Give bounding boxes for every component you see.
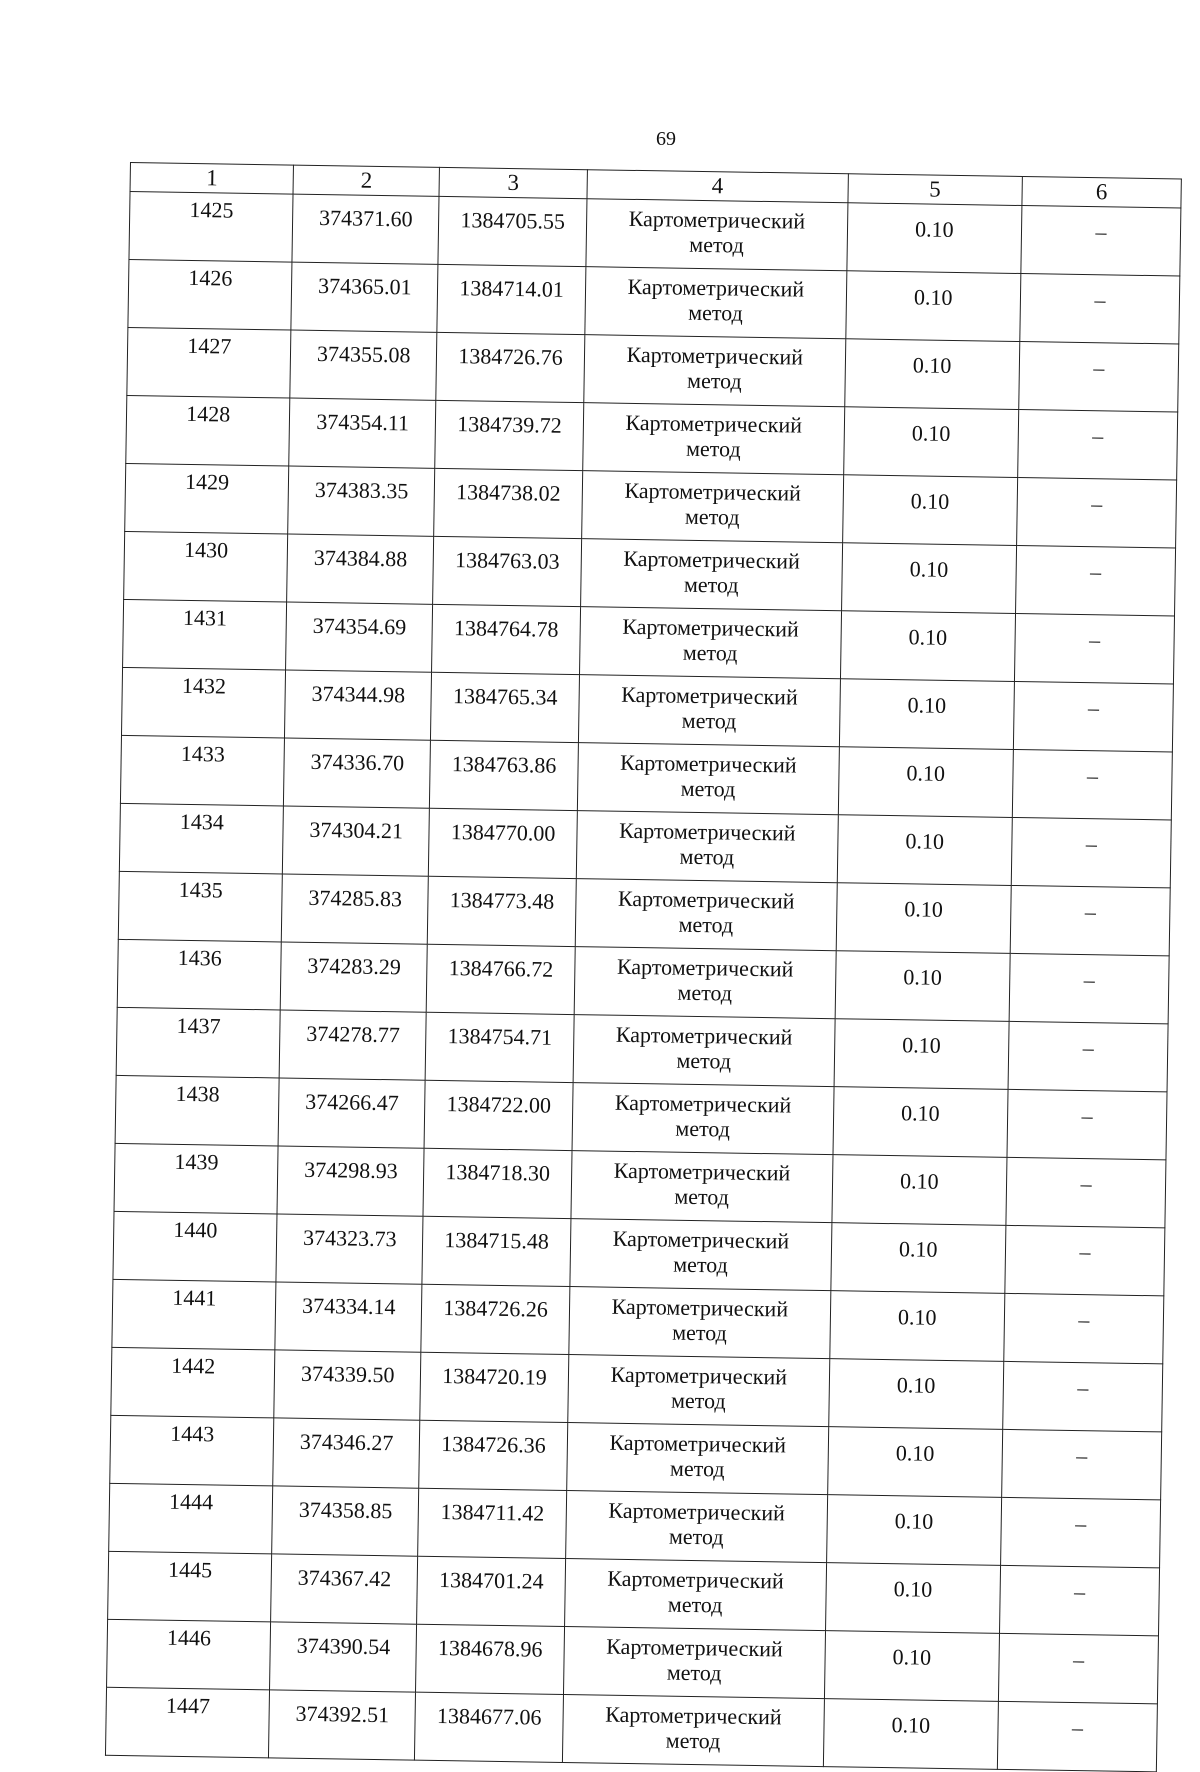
accuracy-cell: 0.10: [841, 543, 1016, 614]
accuracy-cell: 0.10: [837, 815, 1012, 886]
x-coordinate-cell: 374392.51: [269, 1690, 416, 1760]
method-line-2: метод: [668, 1523, 724, 1550]
x-coordinate-cell: 374355.08: [290, 330, 437, 400]
note-cell: –: [1004, 1293, 1164, 1363]
method-line-2: метод: [674, 1183, 730, 1210]
method-line-1: Картометрический: [612, 1225, 790, 1254]
method-line-2: метод: [682, 639, 738, 666]
method-line-2: метод: [676, 1047, 732, 1074]
method-line-2: метод: [667, 1591, 723, 1618]
method-line-1: Картометрический: [608, 1497, 786, 1526]
y-coordinate-cell: 1384763.86: [429, 740, 578, 810]
method-line-2: метод: [669, 1455, 725, 1482]
point-number-cell: 1445: [108, 1551, 272, 1622]
note-cell: –: [1009, 953, 1169, 1023]
x-coordinate-cell: 374358.85: [272, 1486, 419, 1556]
method-line-1: Картометрический: [609, 1429, 787, 1458]
accuracy-cell: 0.10: [842, 475, 1017, 546]
x-coordinate-cell: 374365.01: [291, 262, 438, 332]
method-cell: [572, 1083, 834, 1155]
method-line-2: метод: [670, 1387, 726, 1414]
method-line-1: Картометрический: [605, 1701, 782, 1730]
method-cell: [581, 539, 843, 611]
method-line-1: Картометрический: [617, 885, 795, 914]
x-coordinate-cell: 374367.42: [271, 1554, 418, 1624]
note-cell: –: [1006, 1157, 1166, 1227]
y-coordinate-cell: 1384738.02: [434, 468, 583, 538]
point-number-cell: 1434: [119, 803, 283, 874]
note-cell: –: [1012, 749, 1172, 819]
accuracy-cell: 0.10: [824, 1631, 999, 1702]
point-number-cell: 1447: [105, 1687, 269, 1758]
point-number-cell: 1428: [126, 395, 290, 466]
y-coordinate-cell: 1384726.26: [421, 1284, 570, 1354]
y-coordinate-cell: 1384765.34: [431, 672, 580, 742]
method-cell: [577, 743, 839, 815]
method-cell: [576, 811, 838, 883]
accuracy-cell: 0.10: [831, 1155, 1006, 1226]
accuracy-cell: 0.10: [823, 1699, 998, 1770]
note-cell: –: [998, 1633, 1158, 1703]
accuracy-cell: 0.10: [839, 679, 1014, 750]
point-number-cell: 1435: [118, 871, 282, 942]
method-line-2: метод: [677, 979, 733, 1006]
y-coordinate-cell: 1384754.71: [425, 1012, 574, 1082]
x-coordinate-cell: 374354.69: [286, 602, 433, 672]
method-cell: [564, 1627, 826, 1699]
y-coordinate-cell: 1384718.30: [423, 1148, 572, 1218]
method-line-2: метод: [681, 707, 737, 734]
x-coordinate-cell: 374384.88: [287, 534, 434, 604]
method-line-2: метод: [683, 571, 739, 598]
note-cell: –: [1001, 1497, 1161, 1567]
point-number-cell: 1427: [127, 327, 291, 398]
method-cell: [575, 879, 837, 951]
method-line-1: Картометрический: [615, 1021, 793, 1050]
y-coordinate-cell: 1384766.72: [426, 944, 575, 1014]
accuracy-cell: 0.10: [834, 1019, 1009, 1090]
method-line-2: метод: [666, 1659, 722, 1686]
x-coordinate-cell: 374371.60: [292, 194, 439, 264]
method-line-1: Картометрический: [614, 1089, 792, 1118]
note-cell: –: [1019, 341, 1179, 411]
accuracy-cell: 0.10: [829, 1291, 1004, 1362]
note-cell: –: [1011, 817, 1171, 887]
method-line-2: метод: [680, 775, 736, 802]
method-line-1: Картометрический: [628, 205, 806, 234]
accuracy-cell: 0.10: [835, 951, 1010, 1022]
x-coordinate-cell: 374298.93: [277, 1146, 424, 1216]
method-cell: [565, 1559, 827, 1631]
point-number-cell: 1437: [116, 1007, 280, 1078]
x-coordinate-cell: 374285.83: [282, 874, 429, 944]
x-coordinate-cell: 374323.73: [276, 1214, 423, 1284]
method-cell: [567, 1423, 829, 1495]
point-number-cell: 1444: [109, 1483, 273, 1554]
point-number-cell: 1431: [123, 599, 287, 670]
note-cell: –: [1007, 1089, 1167, 1159]
method-line-2: метод: [671, 1319, 727, 1346]
method-cell: [566, 1491, 828, 1563]
accuracy-cell: 0.10: [843, 407, 1018, 478]
x-coordinate-cell: 374334.14: [275, 1282, 422, 1352]
method-line-2: метод: [675, 1115, 731, 1142]
x-coordinate-cell: 374339.50: [274, 1350, 421, 1420]
note-cell: –: [999, 1565, 1159, 1635]
column-header: 3: [439, 167, 587, 198]
accuracy-cell: 0.10: [844, 339, 1019, 410]
method-line-2: метод: [689, 231, 745, 258]
method-line-2: метод: [685, 435, 741, 462]
column-header: 4: [587, 170, 848, 203]
note-cell: –: [1016, 545, 1176, 615]
y-coordinate-cell: 1384773.48: [427, 876, 576, 946]
accuracy-cell: 0.10: [827, 1427, 1002, 1498]
method-line-1: Картометрический: [623, 545, 801, 574]
point-number-cell: 1443: [110, 1415, 274, 1486]
method-cell: [578, 675, 840, 747]
x-coordinate-cell: 374266.47: [278, 1078, 425, 1148]
method-cell: [569, 1287, 831, 1359]
method-cell: [585, 267, 847, 339]
point-number-cell: 1439: [114, 1143, 278, 1214]
y-coordinate-cell: 1384714.01: [437, 264, 586, 334]
x-coordinate-cell: 374304.21: [283, 806, 430, 876]
y-coordinate-cell: 1384720.19: [420, 1352, 569, 1422]
note-cell: –: [1002, 1429, 1162, 1499]
method-line-2: метод: [686, 367, 742, 394]
note-cell: –: [1013, 681, 1173, 751]
method-cell: [584, 335, 846, 407]
note-cell: –: [1008, 1021, 1168, 1091]
method-cell: [583, 403, 845, 475]
x-coordinate-cell: 374336.70: [284, 738, 431, 808]
x-coordinate-cell: 374383.35: [288, 466, 435, 536]
y-coordinate-cell: 1384726.76: [436, 332, 585, 402]
method-cell: [574, 947, 836, 1019]
accuracy-cell: 0.10: [845, 271, 1020, 342]
method-line-2: метод: [688, 299, 743, 326]
point-number-cell: 1433: [120, 735, 284, 806]
point-number-cell: 1432: [121, 667, 285, 738]
method-cell: [562, 1694, 824, 1766]
point-number-cell: 1440: [113, 1211, 277, 1282]
y-coordinate-cell: 1384678.96: [416, 1624, 565, 1694]
method-line-1: Картометрический: [616, 953, 794, 982]
method-line-2: метод: [673, 1251, 729, 1278]
method-line-1: Картометрический: [607, 1565, 785, 1594]
note-cell: –: [997, 1701, 1157, 1771]
accuracy-cell: 0.10: [840, 611, 1015, 682]
x-coordinate-cell: 374354.11: [289, 398, 436, 468]
y-coordinate-cell: 1384739.72: [435, 400, 584, 470]
accuracy-cell: 0.10: [826, 1495, 1001, 1566]
method-cell: [568, 1355, 830, 1427]
coordinates-table-container: [105, 162, 1182, 1772]
method-line-2: метод: [679, 843, 735, 870]
method-line-2: метод: [684, 503, 740, 530]
page-number: 69: [656, 128, 676, 150]
coordinates-table: [105, 162, 1182, 1772]
y-coordinate-cell: 1384770.00: [428, 808, 577, 878]
method-line-1: Картометрический: [611, 1293, 789, 1322]
point-number-cell: 1441: [112, 1279, 276, 1350]
method-line-1: Картометрический: [621, 681, 798, 710]
table-body: [105, 192, 1180, 1772]
x-coordinate-cell: 374278.77: [280, 1010, 427, 1080]
method-line-2: метод: [665, 1727, 721, 1754]
point-number-cell: 1430: [124, 531, 288, 602]
method-line-1: Картометрический: [618, 817, 796, 846]
y-coordinate-cell: 1384677.06: [415, 1692, 564, 1762]
method-line-1: Картометрический: [627, 273, 805, 302]
x-coordinate-cell: 374346.27: [273, 1418, 420, 1488]
note-cell: –: [1017, 477, 1177, 547]
x-coordinate-cell: 374344.98: [285, 670, 432, 740]
method-cell: [571, 1151, 833, 1223]
point-number-cell: 1436: [117, 939, 281, 1010]
method-line-1: Картометрический: [606, 1633, 783, 1662]
method-line-2: метод: [678, 911, 734, 938]
point-number-cell: 1438: [115, 1075, 279, 1146]
column-header: 5: [848, 174, 1023, 206]
accuracy-cell: 0.10: [846, 203, 1021, 274]
y-coordinate-cell: 1384722.00: [424, 1080, 573, 1150]
y-coordinate-cell: 1384726.36: [419, 1420, 568, 1490]
point-number-cell: 1442: [111, 1347, 275, 1418]
method-line-1: Картометрический: [625, 409, 803, 438]
method-cell: [570, 1219, 832, 1291]
y-coordinate-cell: 1384701.24: [417, 1556, 566, 1626]
method-cell: [580, 607, 842, 679]
point-number-cell: 1429: [125, 463, 289, 534]
y-coordinate-cell: 1384711.42: [418, 1488, 567, 1558]
point-number-cell: 1425: [129, 192, 293, 263]
method-line-1: Картометрический: [626, 341, 804, 370]
column-header: 1: [130, 163, 294, 195]
method-line-1: Картометрический: [610, 1361, 788, 1390]
y-coordinate-cell: 1384715.48: [422, 1216, 571, 1286]
note-cell: –: [1005, 1225, 1165, 1295]
accuracy-cell: 0.10: [830, 1223, 1005, 1294]
method-cell: [582, 471, 844, 543]
method-cell: [573, 1015, 835, 1087]
accuracy-cell: 0.10: [828, 1359, 1003, 1430]
accuracy-cell: 0.10: [838, 747, 1013, 818]
method-line-1: Картометрический: [619, 749, 797, 778]
column-header: 6: [1022, 177, 1181, 208]
note-cell: –: [1014, 613, 1174, 683]
column-header: 2: [293, 165, 439, 196]
note-cell: –: [1010, 885, 1170, 955]
method-line-1: Картометрический: [613, 1157, 791, 1186]
method-cell: [586, 199, 848, 271]
accuracy-cell: 0.10: [836, 883, 1011, 954]
x-coordinate-cell: 374390.54: [270, 1622, 417, 1692]
y-coordinate-cell: 1384764.78: [432, 604, 581, 674]
note-cell: –: [1003, 1361, 1163, 1431]
method-line-1: Картометрический: [622, 613, 799, 642]
method-line-1: Картометрический: [624, 477, 802, 506]
note-cell: –: [1018, 409, 1178, 479]
point-number-cell: 1446: [107, 1619, 271, 1690]
accuracy-cell: 0.10: [833, 1087, 1008, 1158]
note-cell: –: [1021, 206, 1181, 276]
y-coordinate-cell: 1384705.55: [438, 196, 587, 266]
x-coordinate-cell: 374283.29: [281, 942, 428, 1012]
note-cell: –: [1020, 274, 1180, 344]
accuracy-cell: 0.10: [825, 1563, 1000, 1634]
y-coordinate-cell: 1384763.03: [433, 536, 582, 606]
point-number-cell: 1426: [128, 259, 292, 330]
